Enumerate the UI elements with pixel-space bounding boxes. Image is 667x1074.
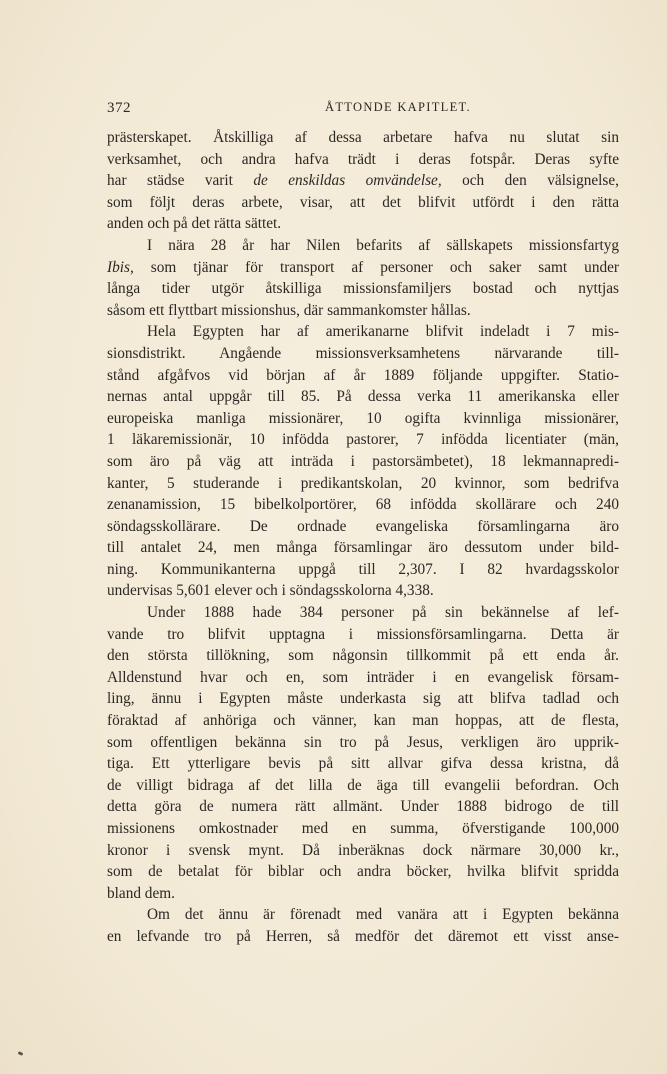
text-line: 1 läkaremissionär, 10 infödda pastorer, 7 infödda licentiater (män, <box>107 431 619 449</box>
text-line: Alldenstund hvar och en, som inträder i en evangelisk försam- <box>107 668 619 686</box>
italic-phrase: Ibis, <box>107 258 134 276</box>
text-line: europeiska manliga missionärer, 10 ogifta kvinnliga missionärer, <box>107 409 619 427</box>
text-line: som följt deras arbete, visar, att det blifvit utfördt i den rätta <box>107 193 619 211</box>
text-line: söndagsskollärare. De ordnade evangeliska församlingarna äro <box>107 517 619 535</box>
text-fragment: och den välsignelse, <box>441 172 619 190</box>
page-number: 372 <box>107 100 131 116</box>
text-line: verksamhet, och andra hafva trädt i deras fotspår. Deras syfte <box>107 150 619 168</box>
text-line: föraktad af anhöriga och vänner, kan man hoppas, att de flesta, <box>107 712 619 730</box>
text-line: ling, ännu i Egypten måste underkasta sig att blifva tadlad och <box>107 690 619 708</box>
text-line: Hela Egypten har af amerikanarne blifvit indeladt i 7 mis- <box>147 323 619 341</box>
text-line: nernas antal uppgår till 85. På dessa verka 11 amerikanska eller <box>107 388 619 406</box>
text-line: långa tider utgör åtskilliga missionsfamiljers bostad och nyttjas <box>107 280 619 298</box>
text-line: den största tillökning, som någonsin tillkommit på ett enda år. <box>107 647 619 665</box>
text-line: detta göra de numera rätt allmänt. Under 1888 bidrogo de till <box>107 798 619 816</box>
italic-phrase: de enskildas omvändelse, <box>253 172 442 190</box>
text-line: stånd afgåfvos vid början af år 1889 följande uppgifter. Statio- <box>107 366 619 384</box>
text-line: tiga. Ett ytterligare bevis på sitt allvar gifva dessa kristna, då <box>107 755 619 773</box>
text-fragment: har städse varit <box>107 172 254 190</box>
text-line: som offentligen bekänna sin tro på Jesus, verkligen äro upprik- <box>107 733 619 751</box>
text-line: Under 1888 hade 384 personer på sin bekännelse af lef- <box>147 604 619 622</box>
text-line: som äro på väg att inträda i pastorsämbetet), 18 lekmannapredi- <box>107 452 619 470</box>
text-line <box>107 170 619 192</box>
page-header <box>107 100 619 122</box>
text-line: undervisas 5,601 elever och i söndagsskolorna 4,338. <box>107 582 434 600</box>
stray-ink-mark <box>18 1051 24 1056</box>
text-line: anden och på det rätta sättet. <box>107 215 282 233</box>
text-line: prästerskapet. Åtskilliga af dessa arbetare hafva nu slutat sin <box>107 129 619 146</box>
text-line: missionens omkostnader med en summa, öfverstigande 100,000 <box>107 820 619 837</box>
text-line: ning. Kommunikanterna uppgå till 2,307. I 82 hvardagsskolor <box>107 560 619 578</box>
text-fragment: som tjänar för transport af personer och saker samt under <box>133 258 619 276</box>
text-line: som de betalat för biblar och andra böcker, hvilka blifvit spridda <box>107 863 619 881</box>
text-line: kanter, 5 studerande i predikantskolan, 20 kvinnor, som bedrifva <box>107 474 619 492</box>
text-line: vande tro blifvit upptagna i missionsförsamlingarna. Detta är <box>107 625 619 643</box>
text-line: de villigt bidraga af det lilla de äga till evangelii befordran. Och <box>107 776 619 794</box>
text-line: zenanamission, 15 bibelkolportörer, 68 infödda skollärare och 240 <box>107 496 619 514</box>
text-line: bland dem. <box>107 884 175 902</box>
running-head: ÅTTONDE KAPITLET. <box>325 100 471 114</box>
body-text <box>107 127 619 948</box>
text-line: I nära 28 år har Nilen befarits af sällskapets missionsfartyg <box>147 236 619 254</box>
text-line: sionsdistrikt. Angående missionsverksamhetens närvarande till- <box>107 344 619 362</box>
text-line: såsom ett flyttbart missionshus, där sammankomster hållas. <box>107 301 471 319</box>
text-line: en lefvande tro på Herren, så medför det däremot ett visst anse- <box>107 927 619 945</box>
text-line: kronor i svensk mynt. Då inberäknas dock närmare 30,000 kr., <box>107 841 619 859</box>
text-line: till antalet 24, men många församlingar äro dessutom under bild- <box>107 539 619 557</box>
text-line <box>107 257 619 279</box>
text-line: Om det ännu är förenadt med vanära att i Egypten bekänna <box>147 906 619 924</box>
